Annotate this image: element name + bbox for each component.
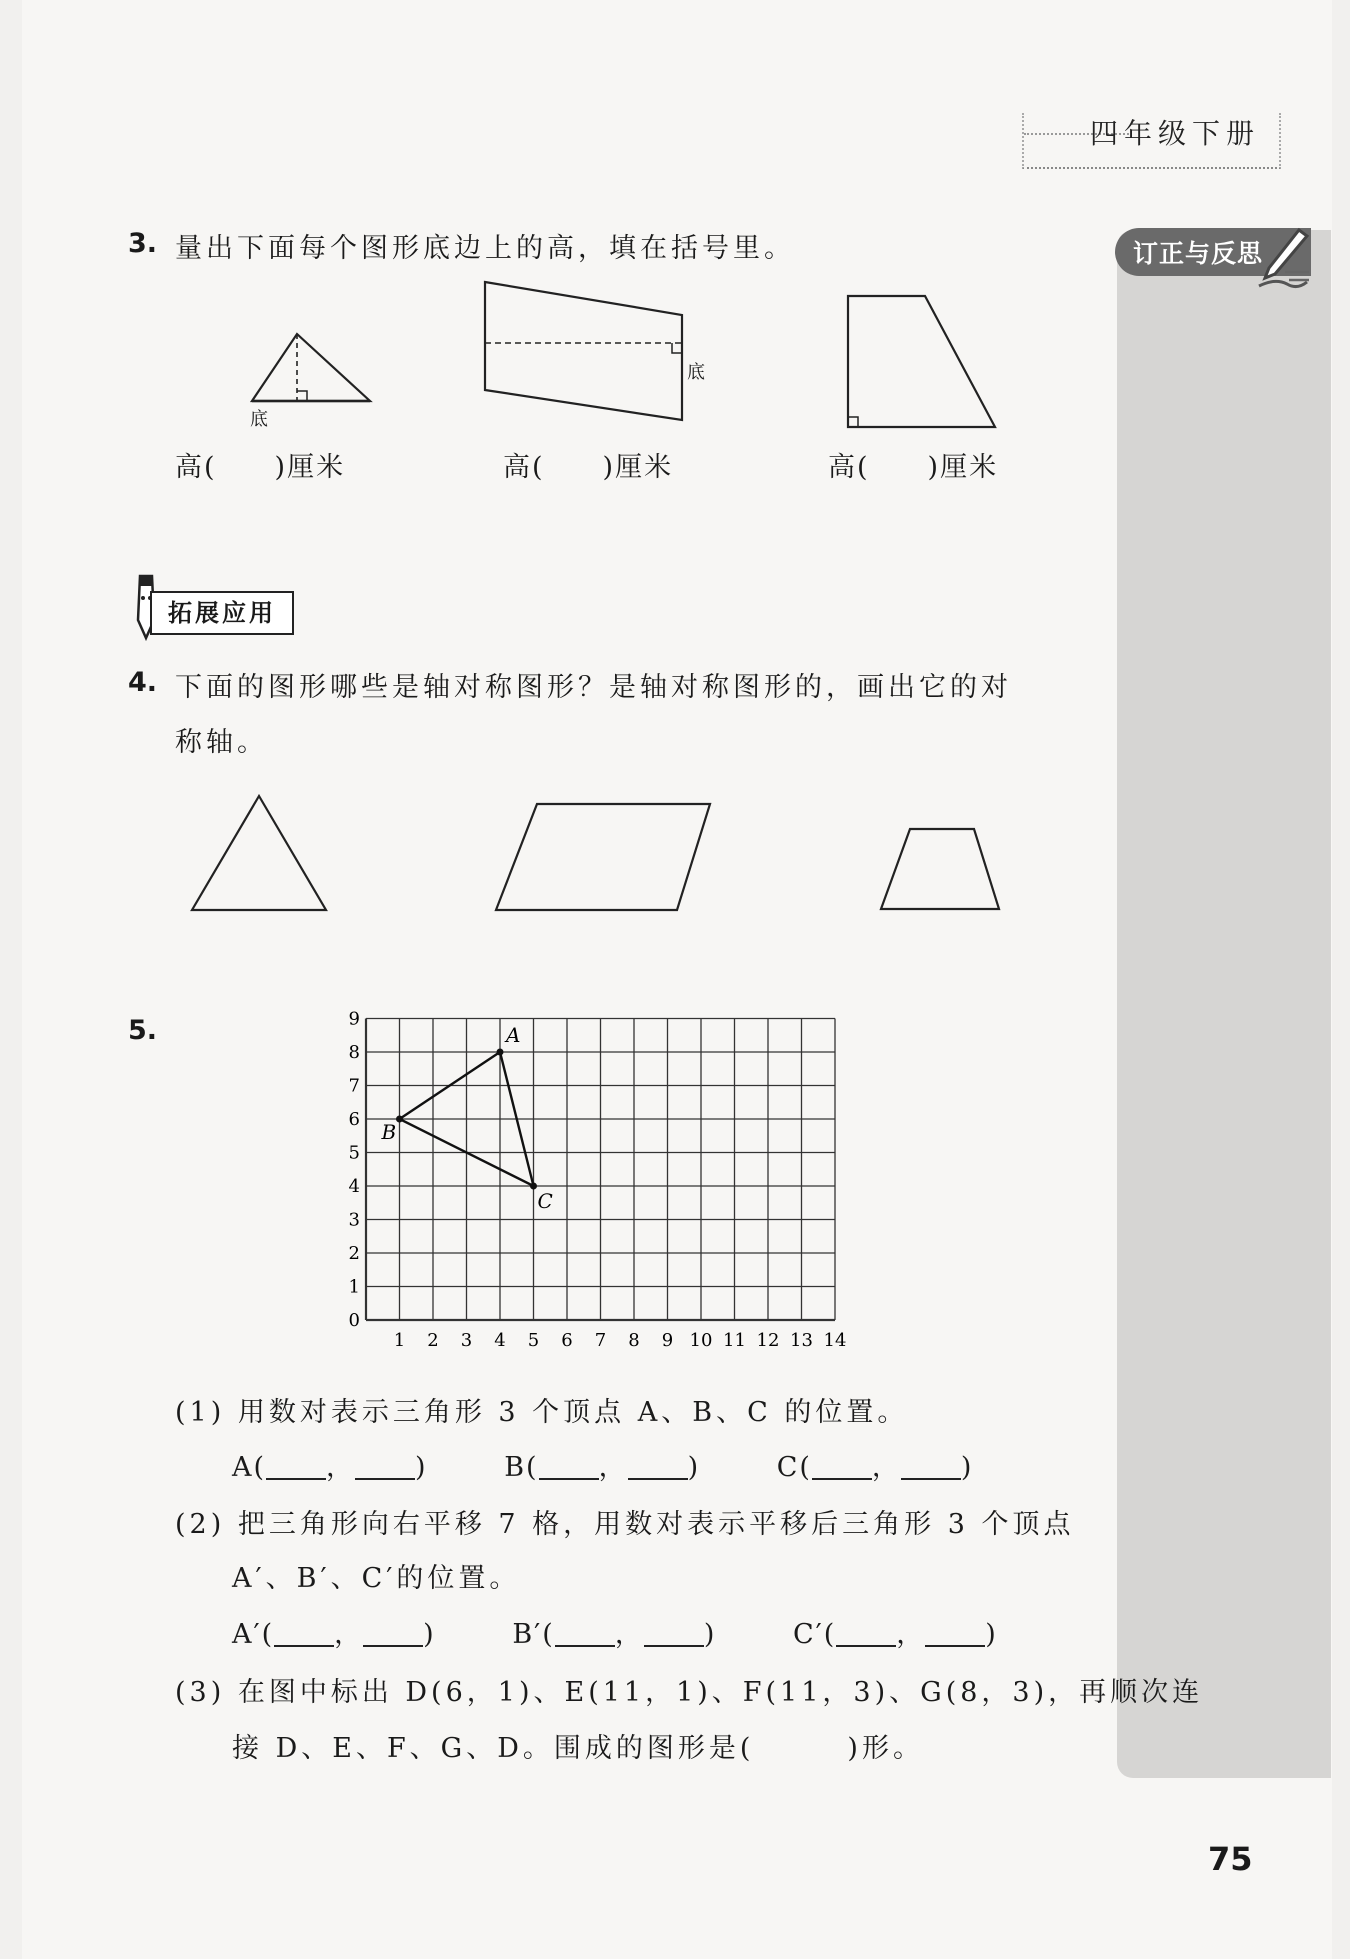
a-prime-y-blank[interactable] [363, 1621, 423, 1647]
q3-answer-3[interactable]: 高( )厘米 [828, 452, 999, 483]
q3-answer-2[interactable]: 高( )厘米 [503, 452, 674, 483]
section-title: 拓展应用 [150, 591, 294, 635]
close-paren: ) [687, 1452, 701, 1483]
point-c-prime-open: C′( [792, 1619, 837, 1650]
q5-number: 5. [128, 1015, 158, 1046]
grade-title: 四年级下册 [1090, 117, 1261, 150]
x-tick-label: 1 [393, 1330, 406, 1351]
point-b-prime-open: B′( [512, 1619, 555, 1650]
q3-figures [200, 270, 1020, 440]
x-tick-label: 3 [460, 1330, 473, 1351]
y-tick-label: 7 [348, 1075, 360, 1097]
q4-text-line2: 称轴。 [175, 727, 268, 758]
b-y-blank[interactable] [628, 1454, 688, 1480]
q3-base-label-parallelogram: 底 [687, 362, 705, 383]
comma: ， [326, 1452, 356, 1483]
comma: ， [871, 1452, 901, 1483]
q5-part2-line1: (2) 把三角形向右平移 7 格，用数对表示平移后三角形 3 个顶点 [175, 1509, 1075, 1540]
x-tick-label: 11 [723, 1330, 746, 1351]
q3-base-label-triangle: 底 [250, 409, 268, 430]
point-b-open: B( [504, 1452, 539, 1483]
x-tick-label: 12 [756, 1330, 780, 1351]
close-paren: ) [703, 1619, 717, 1650]
q5-part2-answers [232, 1612, 998, 1651]
close-paren: ) [415, 1452, 428, 1483]
q3-parallelogram [485, 282, 682, 420]
point-c-open: C( [776, 1452, 812, 1483]
x-tick-label: 10 [689, 1330, 713, 1351]
pencil-icon [1255, 224, 1311, 296]
vertex-label: C [537, 1189, 553, 1213]
b-prime-y-blank[interactable] [644, 1621, 704, 1647]
q3-number: 3. [128, 228, 158, 259]
x-tick-label: 7 [594, 1330, 607, 1351]
vertex-point [530, 1183, 537, 1190]
c-prime-x-blank[interactable] [836, 1621, 896, 1647]
x-tick-label: 4 [494, 1330, 506, 1351]
coordinate-grid [330, 1000, 870, 1360]
q3-trapezoid [848, 296, 995, 427]
x-tick-label: 6 [561, 1330, 573, 1351]
y-tick-label: 6 [348, 1109, 360, 1130]
q4-figures [180, 780, 1040, 920]
a-x-blank[interactable] [266, 1454, 326, 1480]
comma: ， [896, 1619, 926, 1650]
y-tick-label: 9 [348, 1008, 360, 1030]
a-y-blank[interactable] [355, 1454, 415, 1480]
q4-text-line1: 下面的图形哪些是轴对称图形？是轴对称图形的，画出它的对 [175, 672, 1012, 703]
close-paren: ) [423, 1619, 436, 1650]
x-tick-label: 5 [527, 1330, 540, 1351]
close-paren: ) [960, 1452, 974, 1483]
vertex-point [396, 1116, 403, 1123]
x-tick-label: 2 [427, 1330, 439, 1351]
y-tick-label: 2 [348, 1243, 360, 1264]
q3-answer-1[interactable]: 高( )厘米 [175, 452, 346, 483]
q4-number: 4. [128, 667, 158, 698]
y-tick-label: 0 [348, 1310, 360, 1331]
c-y-blank[interactable] [901, 1454, 961, 1480]
sidebar-title: 订正与反思 [1133, 239, 1264, 268]
a-prime-x-blank[interactable] [274, 1621, 334, 1647]
q5-part3-line1: (3) 在图中标出 D(6，1)、E(11，1)、F(11，3)、G(8，3)，再顺次连 [175, 1677, 1204, 1708]
q5-part1-text: (1) 用数对表示三角形 3 个顶点 A、B、C 的位置。 [175, 1397, 909, 1428]
q4-triangle [192, 796, 326, 910]
point-a-prime-open: A′( [232, 1619, 275, 1650]
y-tick-label: 5 [348, 1142, 360, 1164]
b-x-blank[interactable] [539, 1454, 599, 1480]
comma: ， [334, 1619, 364, 1650]
page-number: 75 [1208, 1840, 1253, 1878]
q4-parallelogram [496, 804, 710, 910]
x-tick-label: 8 [628, 1330, 640, 1351]
q3-text: 量出下面每个图形底边上的高，填在括号里。 [175, 233, 795, 264]
vertex-label: B [381, 1120, 397, 1144]
x-tick-label: 9 [661, 1330, 674, 1351]
y-tick-label: 3 [348, 1209, 360, 1231]
q5-part1-answers [232, 1445, 973, 1484]
vertex-point [497, 1049, 504, 1056]
y-tick-label: 8 [348, 1042, 360, 1063]
x-tick-label: 14 [823, 1330, 847, 1351]
vertex-label: A [506, 1023, 521, 1047]
c-x-blank[interactable] [812, 1454, 872, 1480]
close-paren: ) [985, 1619, 998, 1650]
q5-part3-line2: 接 D、E、F、G、D。围成的图形是( )形。 [232, 1733, 924, 1764]
q4-trapezoid [881, 829, 999, 909]
y-tick-label: 4 [348, 1176, 360, 1197]
x-tick-label: 13 [790, 1330, 813, 1351]
c-prime-y-blank[interactable] [925, 1621, 985, 1647]
point-a-open: A( [232, 1452, 267, 1483]
comma: ， [598, 1452, 628, 1483]
comma: ， [614, 1619, 644, 1650]
y-tick-label: 1 [348, 1276, 360, 1298]
b-prime-x-blank[interactable] [555, 1621, 615, 1647]
correction-sidebar [1117, 230, 1331, 1778]
q3-triangle [252, 334, 370, 401]
q5-part2-line2: A′、B′、C′的位置。 [232, 1563, 521, 1594]
